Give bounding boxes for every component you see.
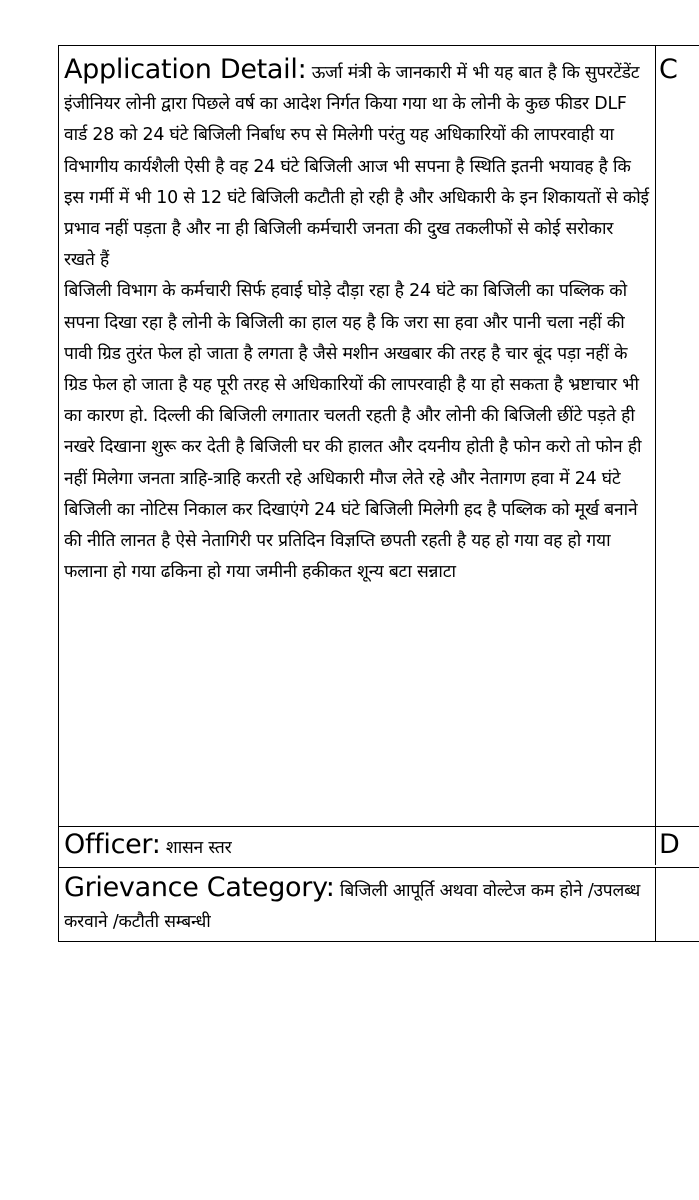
officer-cell — [59, 827, 656, 865]
officer-label: Officer: — [64, 829, 161, 860]
officer-side-text: D — [659, 829, 680, 860]
application-detail-paragraph-1: ऊर्जा मंत्री के जानकारी में भी यह बात है कि सुपरटेंडेंट इंजीनियर लोनी द्वारा पिछले वर्ष का आदेश निर्गत किया गया था के लोनी के कुछ फीडर DLF वार्ड 28 को 24 घंटे बिजिली निर्बाध रुप से मिलेगी परंतु यह अधिकारियों की लापरवाही या विभागीय कार्यशैली ऐसी है वह 24 घंटे बिजिली आज भी सपना है स्थिति इतनी भयावह है कि इस गर्मी में भी 10 से 12 घंटे बिजिली कटौती हो रही है और अधिकारी के इन शिकायतों से कोई प्रभाव नहीं पड़ता है और ना ही बिजिली कर्मचारी जनता की दुख तकलीफों से कोई सरोकार रखते हैं — [64, 63, 649, 271]
application-detail-label: Application Detail: — [64, 54, 307, 85]
grievance-row — [59, 868, 699, 942]
grievance-cell — [59, 868, 656, 941]
officer-value: शासन स्तर — [165, 838, 232, 858]
application-side-cell — [656, 46, 699, 826]
officer-side-cell — [656, 827, 699, 867]
grievance-category-label: Grievance Category: — [64, 872, 335, 903]
application-side-text: C — [659, 54, 678, 85]
grievance-side-cell — [656, 868, 699, 941]
officer-row — [59, 827, 699, 868]
grievance-category-value: बिजिली आपूर्ति अथवा वोल्टेज कम होने /उपलब्ध करवाने /कटौती सम्बन्धी — [64, 881, 641, 933]
application-detail-cell — [59, 46, 656, 826]
application-detail-paragraph-2: बिजिली विभाग के कर्मचारी सिर्फ हवाई घोड़े दौड़ा रहा है 24 घंटे का बिजिली का पब्लिक को सपना दिखा रहा है लोनी के बिजिली का हाल यह है कि जरा सा हवा और पानी चला नहीं की पावी ग्रिड तुरंत फेल हो जाता है लगता है जैसे मशीन अखबार की तरह है चार बूंद पड़ा नहीं के ग्रिड फेल हो जाता है यह पूरी तरह से अधिकारियों की लापरवाही है या हो सकता है भ्रष्टाचार भी का कारण हो. दिल्ली की बिजिली लगातार चलती रहती है और लोनी की बिजिली छींटे पड़ते ही नखरे दिखाना शुरू कर देती है बिजिली घर की हालत और दयनीय होती है फोन करो तो फोन ही नहीं मिलेगा जनता त्राहि-त्राहि करती रहे अधिकारी मौज लेते रहे और नेतागण हवा में 24 घंटे बिजिली का नोटिस निकाल कर दिखाएंगे 24 घंटे बिजिली मिलेगी हद है पब्लिक को मूर्ख बनाने की नीति लानत है ऐसे नेतागिरी पर प्रतिदिन विज्ञप्ति छपती रहती है यह हो गया वह हो गया फलाना हो गया ढकिना हो गया जमीनी हकीकत शून्य बटा सन्नाटा — [64, 281, 642, 583]
application-detail-row — [59, 46, 699, 827]
details-table — [58, 45, 699, 942]
